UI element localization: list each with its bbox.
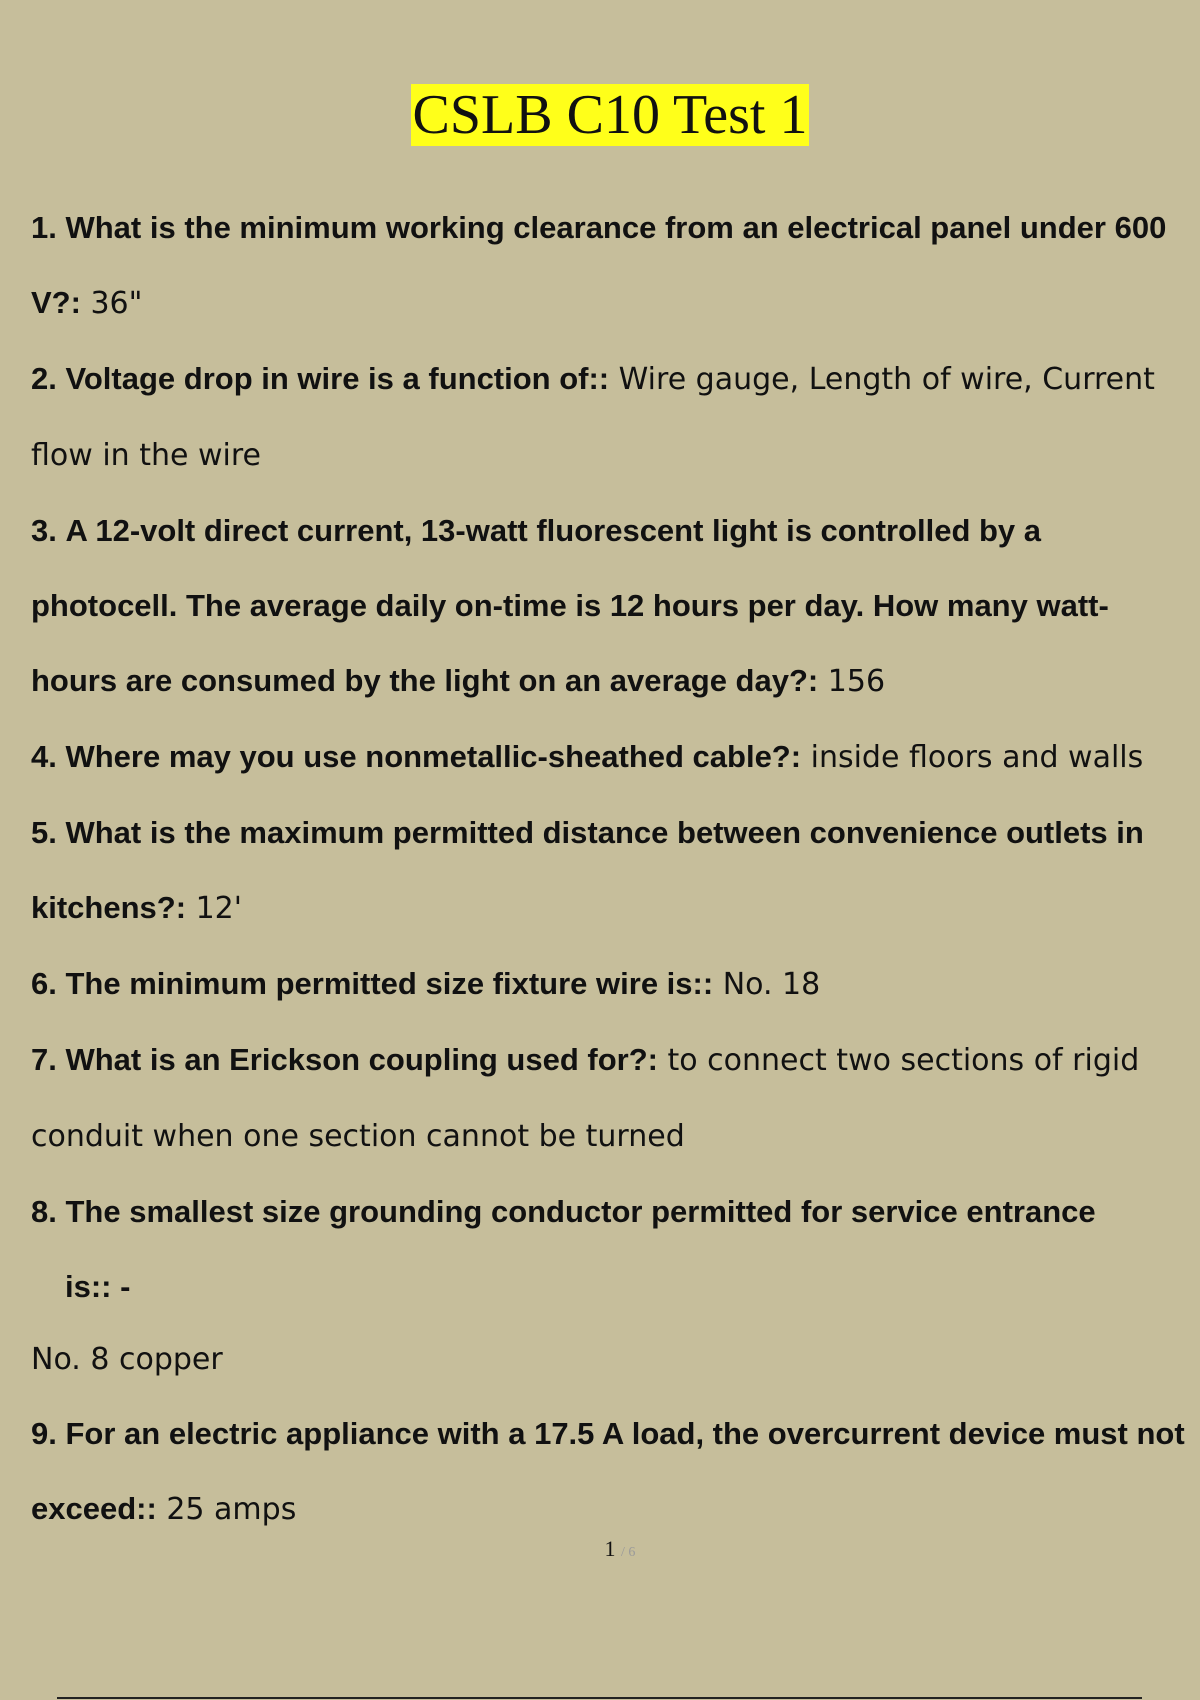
question-number: 4. <box>31 739 57 774</box>
question-number: 2. <box>31 361 57 396</box>
question-item-8 <box>31 1174 1191 1396</box>
question-item-4 <box>31 719 1191 795</box>
page-indicator <box>0 1536 1200 1562</box>
question-text: The smallest size grounding conductor permitted for service entrance <box>65 1194 1096 1229</box>
question-text: What is an Erickson coupling used for?: <box>65 1042 658 1077</box>
answer-text: 156 <box>818 664 886 699</box>
answer-text: 25 amps <box>156 1492 297 1527</box>
question-text: Where may you use nonmetallic-sheathed cable?: <box>65 739 802 774</box>
page-current: 1 <box>604 1536 616 1561</box>
answer-text: to connect two sections of rigid conduit when one section cannot be turned <box>31 1043 1140 1154</box>
answer-text: 36" <box>80 286 143 321</box>
page-title <box>409 82 812 148</box>
question-item-3 <box>31 493 1191 719</box>
question-number: 8. <box>31 1194 57 1229</box>
question-item-2 <box>31 341 1191 493</box>
question-number: 3. <box>31 513 57 548</box>
page-divider <box>57 1697 1142 1699</box>
question-number: 9. <box>31 1416 57 1451</box>
question-text: The minimum permitted size fixture wire is:: <box>65 966 714 1001</box>
answer-text: Wire gauge, Length of wire, Current flow in the wire <box>31 362 1155 473</box>
answer-text: inside floors and walls <box>801 740 1144 775</box>
question-text: Voltage drop in wire is a function of:: <box>65 361 610 396</box>
answer-text: 12' <box>186 891 242 926</box>
answer-text: No. 8 copper <box>31 1342 223 1377</box>
title-container <box>0 82 1200 148</box>
question-text-continued: is:: - <box>65 1269 131 1304</box>
question-number: 7. <box>31 1042 57 1077</box>
question-number: 5. <box>31 815 57 850</box>
question-number: 6. <box>31 966 57 1001</box>
question-item-6 <box>31 946 1191 1022</box>
title-highlight: CSLB C10 Test 1 <box>412 84 808 146</box>
question-text: What is the minimum working clearance from an electrical panel under 600 V?: <box>31 210 1167 320</box>
question-number: 1. <box>31 210 57 245</box>
question-item-5 <box>31 795 1191 946</box>
question-text: What is the maximum permitted distance between convenience outlets in kitchens?: <box>31 815 1144 925</box>
question-text: For an electric appliance with a 17.5 A load, the overcurrent device must not exceed:: <box>31 1416 1185 1526</box>
question-list <box>31 190 1191 1547</box>
answer-text: No. 18 <box>713 967 821 1002</box>
page-total: / 6 <box>621 1545 636 1560</box>
question-item-9 <box>31 1396 1191 1547</box>
question-item-7 <box>31 1022 1191 1174</box>
question-text: A 12-volt direct current, 13-watt fluorescent light is controlled by a photocell. The average daily on-time is 12 hours per day. How many watt- hours are consumed by the light on an average day?: <box>31 513 1109 698</box>
question-item-1 <box>31 190 1191 341</box>
